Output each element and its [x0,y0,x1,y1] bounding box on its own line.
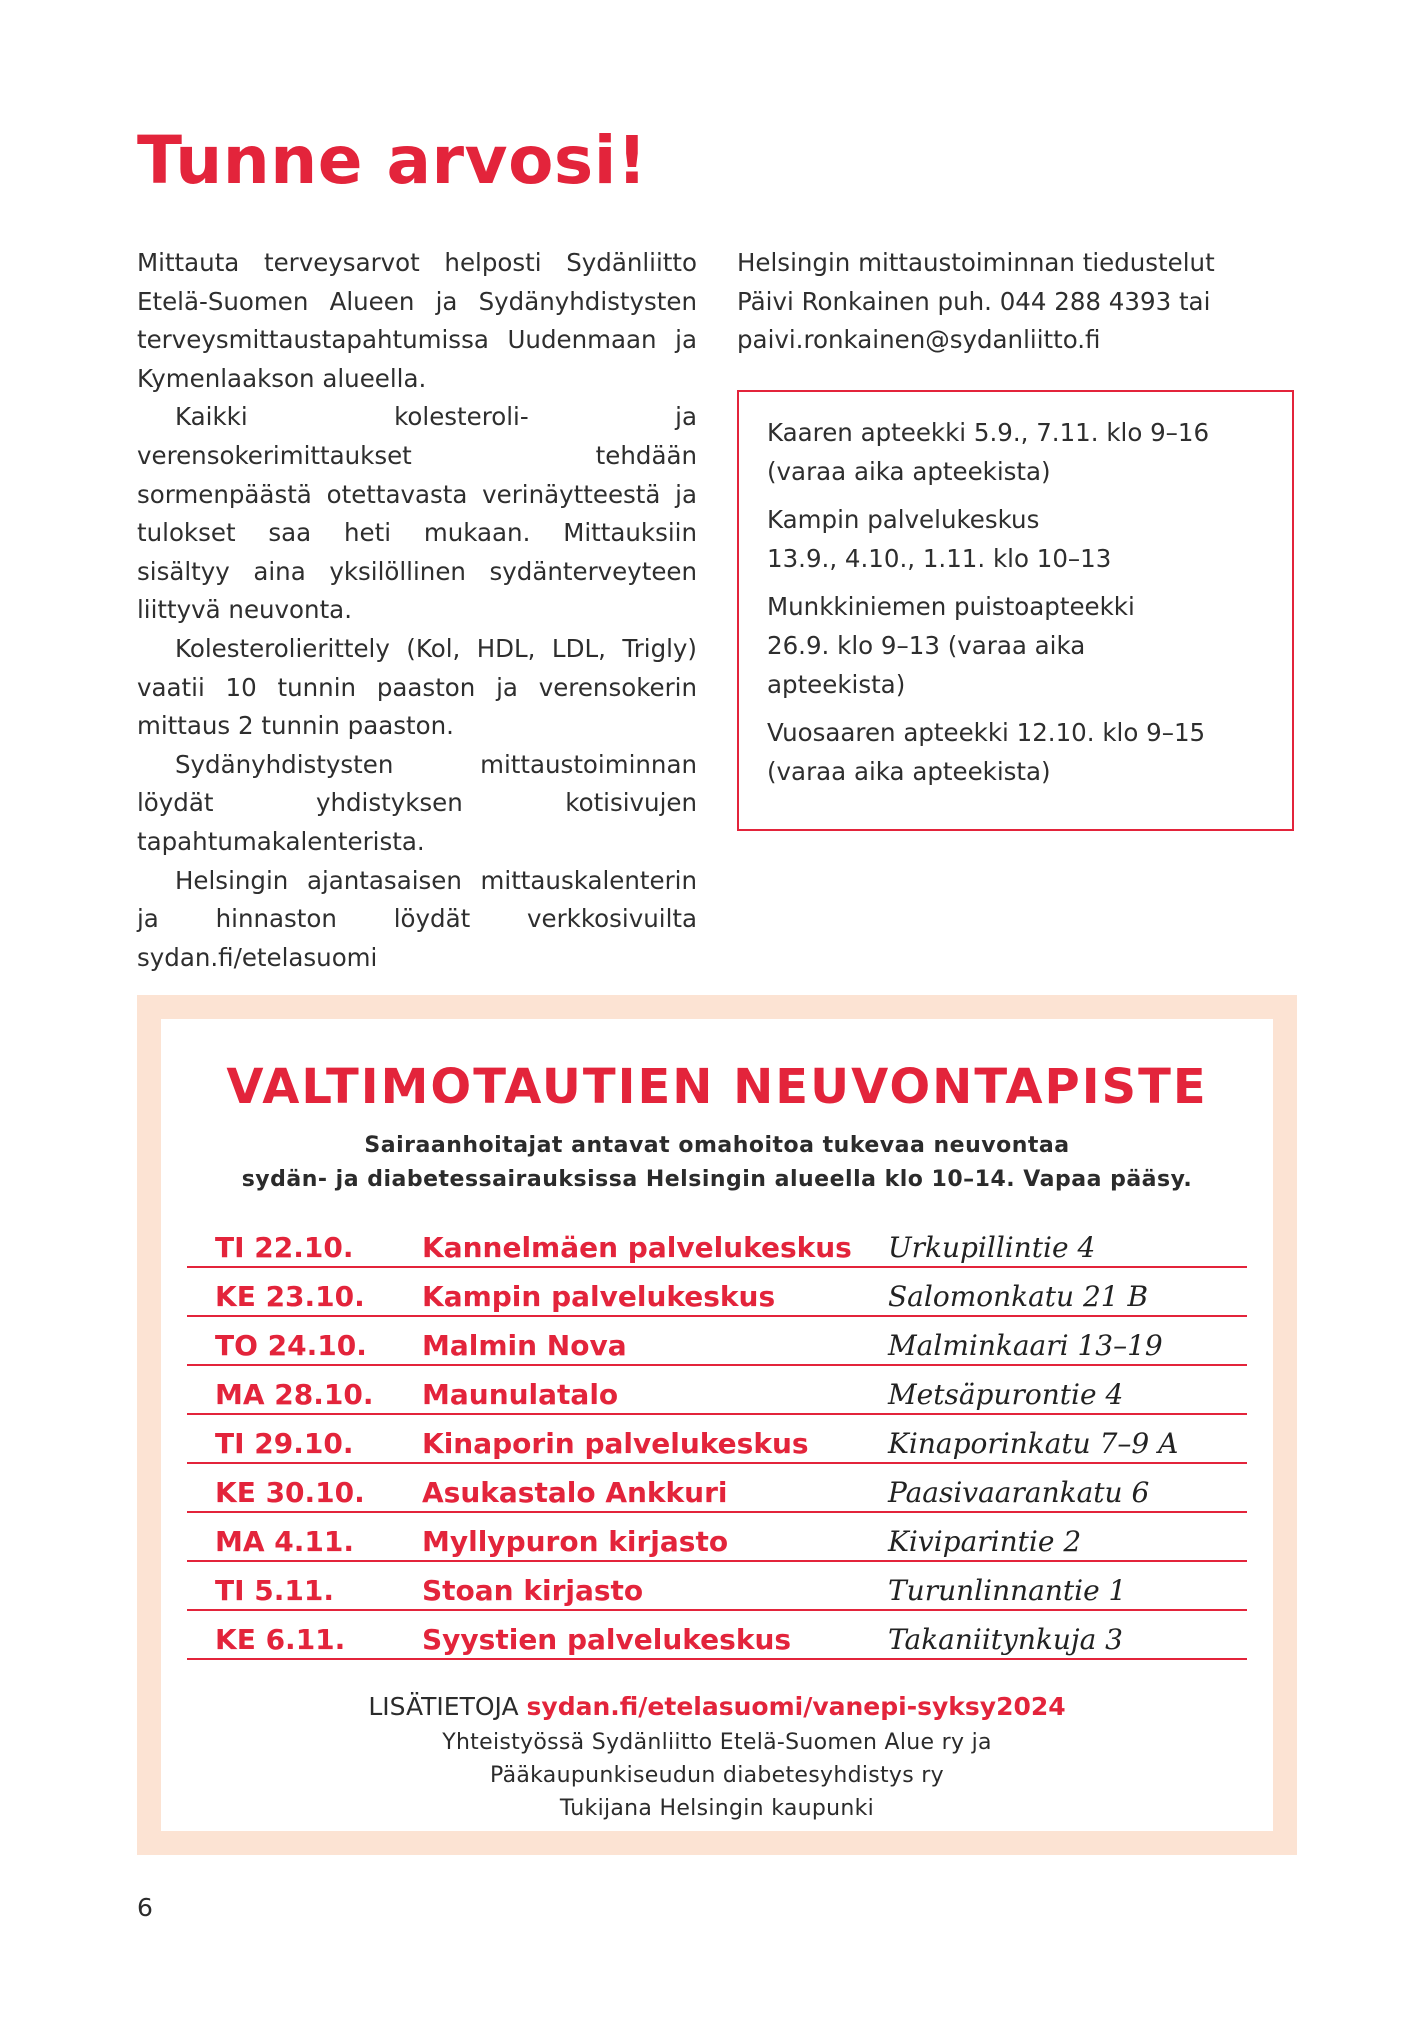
event-address: Urkupillintie 4 [888,1219,1247,1267]
event-row [187,1365,1247,1414]
event-place: Malmin Nova [422,1316,888,1365]
intro-paragraph: Mittauta terveysarvot helposti Sydänliitto Etelä-Suomen Alueen ja Sydänyhdistysten terveysmittaustapahtumissa Uudenmaan ja Kymenlaakson alueella. [137,248,697,393]
event-address: Kiviparintie 2 [888,1512,1247,1561]
vanepi-subtitle-line: Sairaanhoitajat antavat omahoitoa tukevaa neuvontaa [364,1133,1070,1158]
pharmacy-line: Kampin palvelukeskus [767,505,1040,535]
event-row [187,1267,1247,1316]
pharmacy-schedule-box [737,390,1294,831]
pharmacy-line: Vuosaaren apteekki 12.10. klo 9–15 [767,718,1206,748]
pharmacy-entry [767,414,1272,491]
event-place: Kannelmäen palvelukeskus [422,1219,888,1267]
event-address: Metsäpurontie 4 [888,1365,1247,1414]
page-number: 6 [137,1893,153,1922]
event-row [187,1219,1247,1267]
contact-line: Päivi Ronkainen puh. 044 288 4393 tai [737,286,1211,316]
credit-line: Pääkaupunkiseudun diabetesyhdistys ry [490,1763,944,1788]
intro-paragraph: Kaikki kolesteroli- ja verensokerimittaukset tehdään sormenpäästä otettavasta verinäytteestä ja tulokset saa heti mukaan. Mittauksiin sisältyy aina yksilöllinen sydänterveyteen liittyvä neuvonta. [137,402,697,625]
event-row [187,1561,1247,1610]
contact-email: paivi.ronkainen@sydanliitto.fi [737,325,1101,355]
event-date: KE 6.11. [187,1610,422,1659]
event-date: TI 5.11. [187,1561,422,1610]
event-date: TI 22.10. [187,1219,422,1267]
event-row [187,1610,1247,1659]
event-date: TO 24.10. [187,1316,422,1365]
intro-text [137,244,697,977]
event-place: Maunulatalo [422,1365,888,1414]
event-address: Turunlinnantie 1 [888,1561,1247,1610]
event-date: KE 23.10. [187,1267,422,1316]
intro-paragraph: Helsingin ajantasaisen mittauskalenterin ja hinnaston löydät verkkosivuilta sydan.fi/etelasuomi [137,865,697,972]
vanepi-title: VALTIMOTAUTIEN NEUVONTAPISTE [226,1059,1208,1115]
vanepi-subtitle [187,1129,1247,1197]
credits [187,1726,1247,1825]
vanepi-subtitle-line: sydän- ja diabetessairauksissa Helsingin alueella klo 10–14. Vapaa pääsy. [241,1167,1193,1192]
event-row [187,1316,1247,1365]
event-place: Kampin palvelukeskus [422,1267,888,1316]
event-date: TI 29.10. [187,1414,422,1463]
event-address: Salomonkatu 21 B [888,1267,1247,1316]
pharmacy-entry [767,588,1272,704]
vanepi-panel [137,995,1297,1855]
pharmacy-line: (varaa aika apteekista) [767,756,1051,786]
credit-line: Tukijana Helsingin kaupunki [559,1796,875,1821]
pharmacy-line: 26.9. klo 9–13 (varaa aika [767,630,1086,660]
event-date: MA 28.10. [187,1365,422,1414]
event-row [187,1463,1247,1512]
contact-line: Helsingin mittaustoiminnan tiedustelut [737,248,1215,277]
event-address: Paasivaarankatu 6 [888,1463,1247,1512]
pharmacy-line: apteekista) [767,669,906,699]
event-place: Syystien palvelukeskus [422,1610,888,1659]
event-date: MA 4.11. [187,1512,422,1561]
page-title: Tunne arvosi! [137,122,648,199]
event-date: KE 30.10. [187,1463,422,1512]
event-row [187,1414,1247,1463]
events-table [187,1219,1247,1660]
event-place: Stoan kirjasto [422,1561,888,1610]
contact-info [737,244,1297,360]
more-info-label: LISÄTIETOJA [368,1692,519,1721]
event-address: Kinaporinkatu 7–9 A [888,1414,1247,1463]
pharmacy-line: Kaaren apteekki 5.9., 7.11. klo 9–16 [767,418,1210,447]
pharmacy-line: (varaa aika apteekista) [767,456,1051,486]
event-place: Kinaporin palvelukeskus [422,1414,888,1463]
event-place: Asukastalo Ankkuri [422,1463,888,1512]
vanepi-panel-inner [161,1019,1273,1831]
pharmacy-line: 13.9., 4.10., 1.11. klo 10–13 [767,543,1112,573]
event-place: Myllypuron kirjasto [422,1512,888,1561]
more-info [187,1690,1247,1724]
credit-line: Yhteistyössä Sydänliitto Etelä-Suomen Alue ry ja [442,1730,992,1755]
intro-paragraph: Kolesterolierittely (Kol, HDL, LDL, Trigly) vaatii 10 tunnin paaston ja verensokerin mittaus 2 tunnin paaston. [137,633,697,741]
intro-paragraph: Sydänyhdistysten mittaustoiminnan löydät yhdistyksen kotisivujen tapahtumakalenterista. [137,749,697,856]
pharmacy-line: Munkkiniemen puistoapteekki [767,592,1135,622]
pharmacy-entry [767,501,1272,578]
event-row [187,1512,1247,1561]
pharmacy-entry [767,714,1272,791]
event-address: Takaniitynkuja 3 [888,1610,1247,1659]
event-address: Malminkaari 13–19 [888,1316,1247,1365]
more-info-link[interactable]: sydan.fi/etelasuomi/vanepi-syksy2024 [526,1692,1066,1721]
